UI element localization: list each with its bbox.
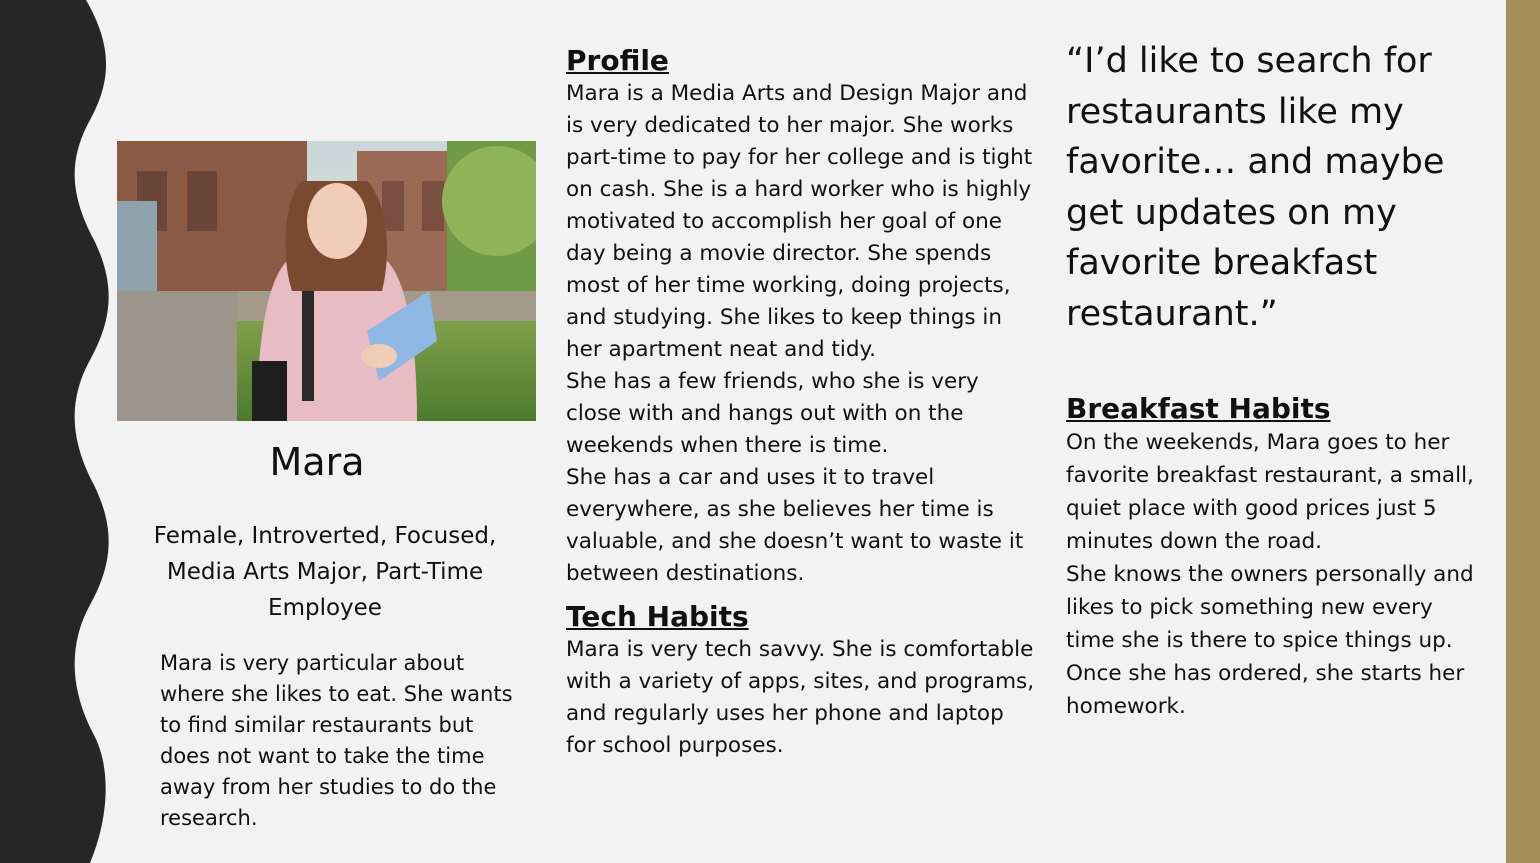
profile-paragraph: She has a few friends, who she is very close with and hangs out with on the weekends when there is time. bbox=[566, 369, 979, 458]
breakfast-habits-heading: Breakfast Habits bbox=[1066, 392, 1331, 425]
persona-name: Mara bbox=[269, 440, 365, 484]
profile-paragraph: Mara is a Media Arts and Design Major and is very dedicated to her major. She works part-time to pay for her college and is tight on cash. She is a hard worker who is highly motivated to accomplish her goal of one day being a movie director. She spends most of her time working, doing projects, and studying. She likes to keep things in her apartment neat and tidy. bbox=[566, 81, 1033, 362]
tech-habits-heading: Tech Habits bbox=[566, 600, 749, 633]
persona-quote: “I’d like to search for restaurants like my favorite… and maybe get updates on my favorite breakfast restaurant.” bbox=[1066, 41, 1445, 334]
persona-tags: Female, Introverted, Focused, Media Arts Major, Part-Time Employee bbox=[153, 523, 497, 621]
tech-habits-text: Mara is very tech savvy. She is comfortable with a variety of apps, sites, and programs, and regularly uses her phone and laptop for school purposes. bbox=[566, 637, 1035, 758]
profile-paragraph: She has a car and uses it to travel everywhere, as she believes her time is valuable, and she doesn’t want to waste it between destinations. bbox=[566, 465, 1024, 586]
right-accent-band bbox=[1506, 0, 1540, 863]
breakfast-habits-paragraph: She knows the owners personally and likes to pick something new every time she is there to spice things up. bbox=[1066, 562, 1474, 653]
persona-description: Mara is very particular about where she likes to eat. She wants to find similar restaurants but does not want to take the time away from her studies to do the research. bbox=[160, 651, 513, 830]
profile-heading: Profile bbox=[566, 44, 669, 77]
persona-photo bbox=[117, 141, 536, 421]
breakfast-habits-paragraph: On the weekends, Mara goes to her favorite breakfast restaurant, a small, quiet place with good prices just 5 minutes down the road. bbox=[1066, 430, 1474, 554]
profile-column bbox=[566, 44, 1036, 762]
breakfast-habits-column bbox=[1066, 392, 1486, 723]
breakfast-habits-paragraph: Once she has ordered, she starts her homework. bbox=[1066, 661, 1465, 719]
left-wavy-band bbox=[0, 0, 110, 863]
